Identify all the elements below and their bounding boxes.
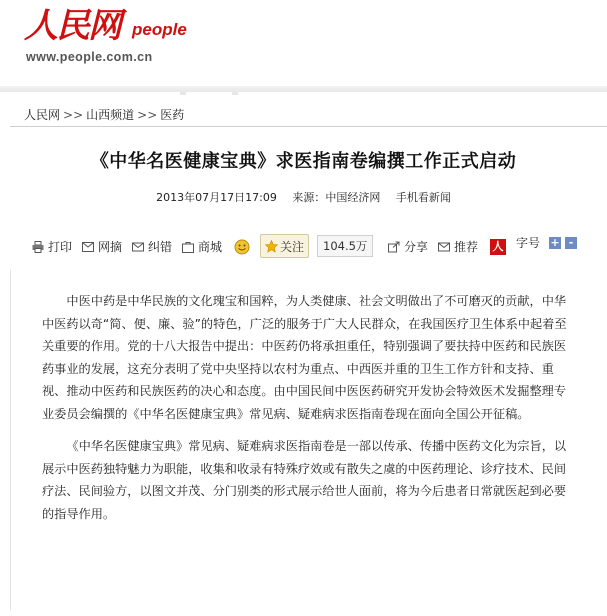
smiley-icon (234, 239, 250, 255)
article-body (42, 290, 574, 525)
breadcrumb-home[interactable]: 人民网 (24, 108, 61, 122)
star-icon (265, 240, 278, 253)
mail-icon (132, 241, 144, 253)
recommend-button[interactable] (438, 236, 478, 258)
breadcrumb-separator: >> (137, 108, 158, 122)
follow-button[interactable] (260, 234, 309, 258)
breadcrumb (24, 106, 184, 123)
print-button[interactable] (32, 236, 72, 258)
mall-button[interactable] (182, 236, 222, 258)
follow-label: 关注 (280, 239, 305, 254)
shop-icon (182, 241, 194, 253)
article-paragraph: 中医中药是中华民族的文化瑰宝和国粹，为人类健康、社会文明做出了不可磨灭的贡献，中华中医药以奇“简、便、廉、验”的特色，广泛的服务于广大人民群众，在我国医疗卫生体系中起着至关重要的作用。党的十八大报告中提出：中医药仍将承担重任，特别强调了要扶持中医药和民族医药事业的发展，这充分表明了党中央坚持以农村为重点、中西医并重的卫生工作方针和支持、重视、推动中医药和民族医药的决心和态度。由中国民间中医医药研究开发协会特效医术发掘整理专业委员会编撰的《中华名医健康宝典》常见病、疑难病求医指南卷现在面向全国公开征稿。 (42, 294, 567, 421)
print-label: 打印 (48, 240, 73, 254)
people-badge-icon: 人 (490, 239, 506, 255)
recommend-mail-icon (438, 241, 450, 253)
email-label: 网摘 (98, 240, 123, 254)
divider-tick (232, 92, 238, 95)
font-increase-button[interactable]: + (550, 236, 560, 249)
logo-url: www.people.com.cn (26, 50, 153, 64)
content-left-border (10, 270, 11, 610)
logo-chinese: 人民网 (24, 6, 120, 46)
share-button[interactable] (388, 236, 428, 258)
email-button[interactable] (82, 236, 122, 258)
font-size-label: 字号 (516, 236, 541, 250)
content-divider (10, 126, 607, 127)
breadcrumb-shanxi[interactable]: 山西频道 (86, 108, 135, 122)
mall-label: 商城 (198, 240, 223, 254)
page-title: 《中华名医健康宝典》求医指南卷编撰工作正式启动 (90, 151, 517, 172)
people-weibo-button[interactable] (490, 236, 506, 258)
article-source: 来源：中国经济网 (292, 191, 381, 204)
logo-english: people (132, 20, 187, 39)
printer-icon (32, 241, 44, 253)
share-label: 分享 (404, 240, 429, 254)
article-paragraph: 《中华名医健康宝典》常见病、疑难病求医指南卷是一部以传承、传播中医药文化为宗旨，以展示中医药独特魅力为职能，收集和收录有特殊疗效或有散失之虞的中医药理论、诊疗技术、民间疗法、民间验方，以图文并茂、分门别类的形式展示给世人面前，将为今后患者日常就医起到必要的指导作用。 (42, 439, 567, 521)
bookmark-icon (82, 241, 94, 253)
breadcrumb-medicine[interactable]: 医药 (160, 108, 185, 122)
error-label: 纠错 (148, 240, 173, 254)
article-meta (0, 189, 607, 205)
follow-count: 104.5万 (317, 235, 373, 257)
breadcrumb-separator: >> (63, 108, 84, 122)
recommend-label: 推荐 (454, 240, 479, 254)
publish-datetime: 2013年07月17日17:09 (156, 191, 277, 204)
people-daily-logo[interactable] (24, 6, 194, 68)
mood-icon-wrapper[interactable] (234, 236, 254, 258)
error-report-button[interactable] (132, 236, 172, 258)
article-toolbar (32, 236, 592, 258)
mobile-read-link[interactable]: 手机看新闻 (395, 191, 451, 204)
share-icon (388, 241, 400, 253)
header-divider (0, 86, 607, 92)
font-decrease-button[interactable]: - (565, 237, 577, 249)
divider-tick (180, 92, 186, 95)
